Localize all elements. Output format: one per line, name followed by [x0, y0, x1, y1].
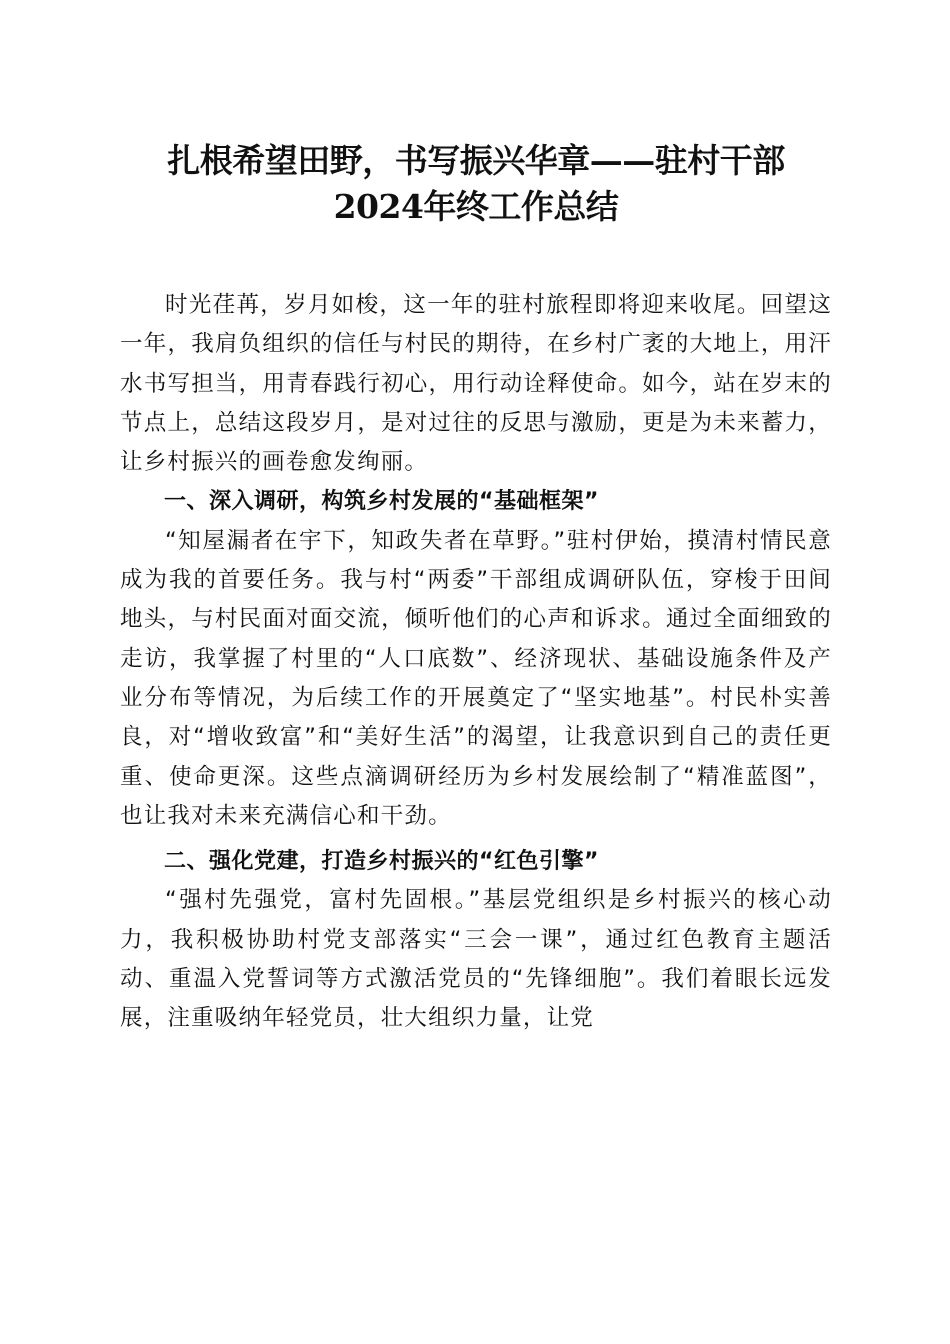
intro-paragraph: 时光荏苒，岁月如梭，这一年的驻村旅程即将迎来收尾。回望这一年，我肩负组织的信任与村民的期待，在乡村广袤的大地上，用汗水书写担当，用青春践行初心，用行动诠释使命。如今，站在岁末的节点上，总结这段岁月，是对过往的反思与激励，更是为未来蓄力，让乡村振兴的画卷愈发绚丽。 [120, 292, 832, 476]
document-title [120, 138, 832, 230]
title-line-1: 扎根希望田野，书写振兴华章——驻村干部 [167, 141, 785, 180]
document-page [120, 138, 832, 1039]
section-1-paragraph: “知屋漏者在宇下，知政失者在草野。”驻村伊始，摸清村情民意成为我的首要任务。我与村“两委”干部组成调研队伍，穿梭于田间地头，与村民面对面交流，倾听他们的心声和诉求。通过全面细致的走访，我掌握了村里的“人口底数”、经济现状、基础设施条件及产业分布等情况，为后续工作的开展奠定了“坚实地基”。村民朴实善良，对“增收致富”和“美好生活”的渴望，让我意识到自己的责任更重、使命更深。这些点滴调研经历为乡村发展绘制了“精准蓝图”，也让我对未来充满信心和干劲。 [120, 527, 832, 829]
section-2-heading: 二、强化党建，打造乡村振兴的“红色引擎” [164, 849, 599, 875]
section-1-heading: 一、深入调研，构筑乡村发展的“基础框架” [164, 489, 599, 515]
title-line-2: 2024年终工作总结 [333, 187, 619, 226]
document-body [120, 286, 832, 1039]
section-2-paragraph: “强村先强党，富村先固根。”基层党组织是乡村振兴的核心动力，我积极协助村党支部落实“三会一课”，通过红色教育主题活动、重温入党誓词等方式激活党员的“先锋细胞”。我们着眼长远发展，注重吸纳年轻党员，壮大组织力量，让党 [120, 887, 832, 1032]
